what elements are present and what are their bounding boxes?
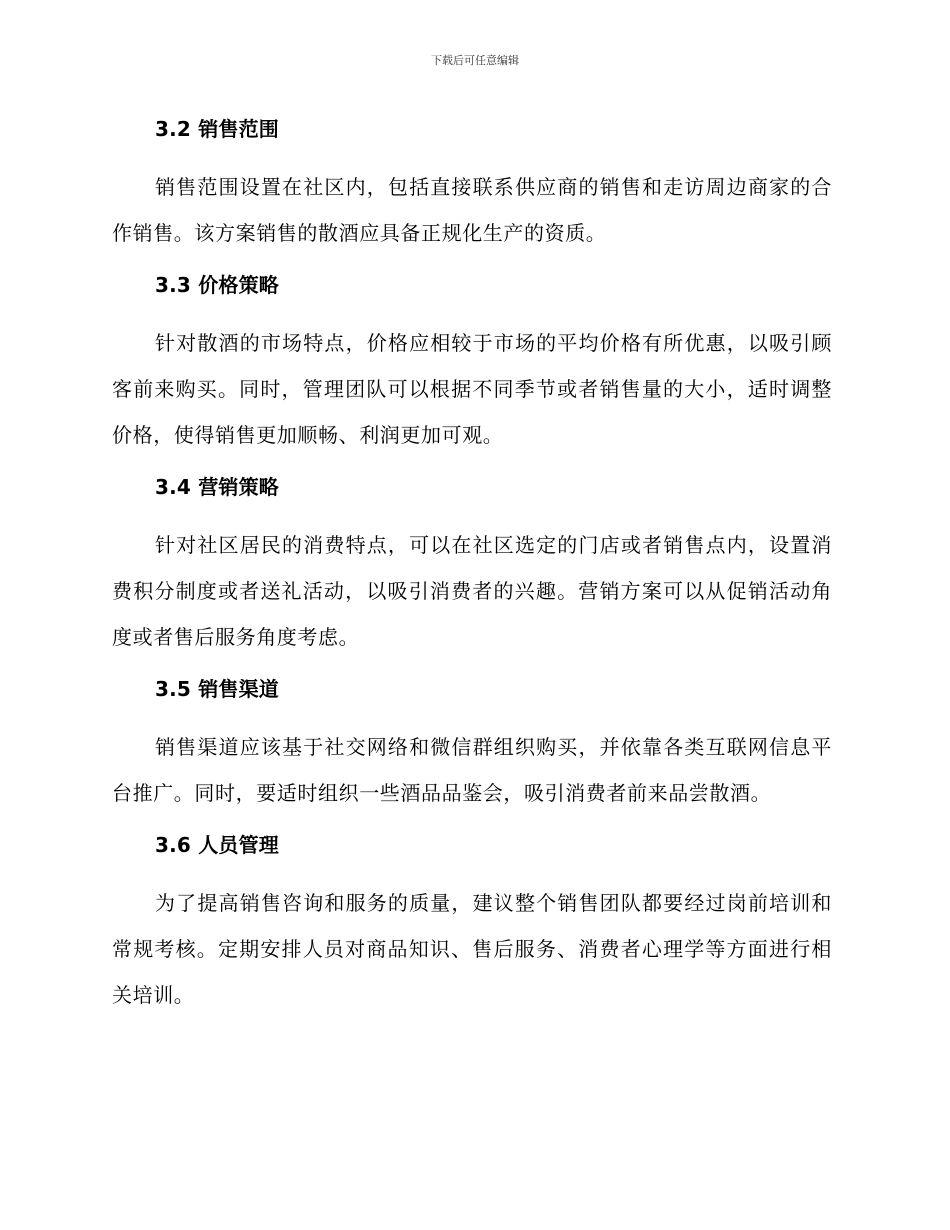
- section-heading: 3.3 价格策略: [155, 273, 279, 297]
- section-paragraph: 针对社区居民的消费特点，可以在社区选定的门店或者销售点内，设置消费积分制度或者送礼活动，以吸引消费者的兴趣。营销方案可以从促销活动角度或者售后服务角度考虑。: [112, 533, 832, 649]
- section-heading: 3.6 人员管理: [155, 833, 279, 857]
- section-paragraph: 为了提高销售咨询和服务的质量，建议整个销售团队都要经过岗前培训和常规考核。定期安排人员对商品知识、售后服务、消费者心理学等方面进行相关培训。: [112, 891, 832, 1007]
- section-pricing-strategy: [112, 268, 832, 458]
- section-sales-scope: [112, 112, 832, 256]
- section-heading: 3.5 销售渠道: [155, 677, 279, 701]
- section-paragraph: 针对散酒的市场特点，价格应相较于市场的平均价格有所优惠，以吸引顾客前来购买。同时，管理团队可以根据不同季节或者销售量的大小，适时调整价格，使得销售更加顺畅、利润更加可观。: [112, 331, 832, 447]
- section-paragraph: 销售范围设置在社区内，包括直接联系供应商的销售和走访周边商家的合作销售。该方案销售的散酒应具备正规化生产的资质。: [112, 175, 832, 245]
- section-staff-management: [112, 828, 832, 1018]
- document-body: [112, 112, 832, 1030]
- section-heading: 3.4 营销策略: [155, 475, 279, 499]
- header-note: 下载后可任意编辑: [431, 54, 519, 67]
- section-marketing-strategy: [112, 470, 832, 660]
- section-paragraph: 销售渠道应该基于社交网络和微信群组织购买，并依靠各类互联网信息平台推广。同时，要适时组织一些酒品品鉴会，吸引消费者前来品尝散酒。: [112, 735, 832, 805]
- section-heading: 3.2 销售范围: [155, 117, 279, 141]
- section-sales-channels: [112, 672, 832, 816]
